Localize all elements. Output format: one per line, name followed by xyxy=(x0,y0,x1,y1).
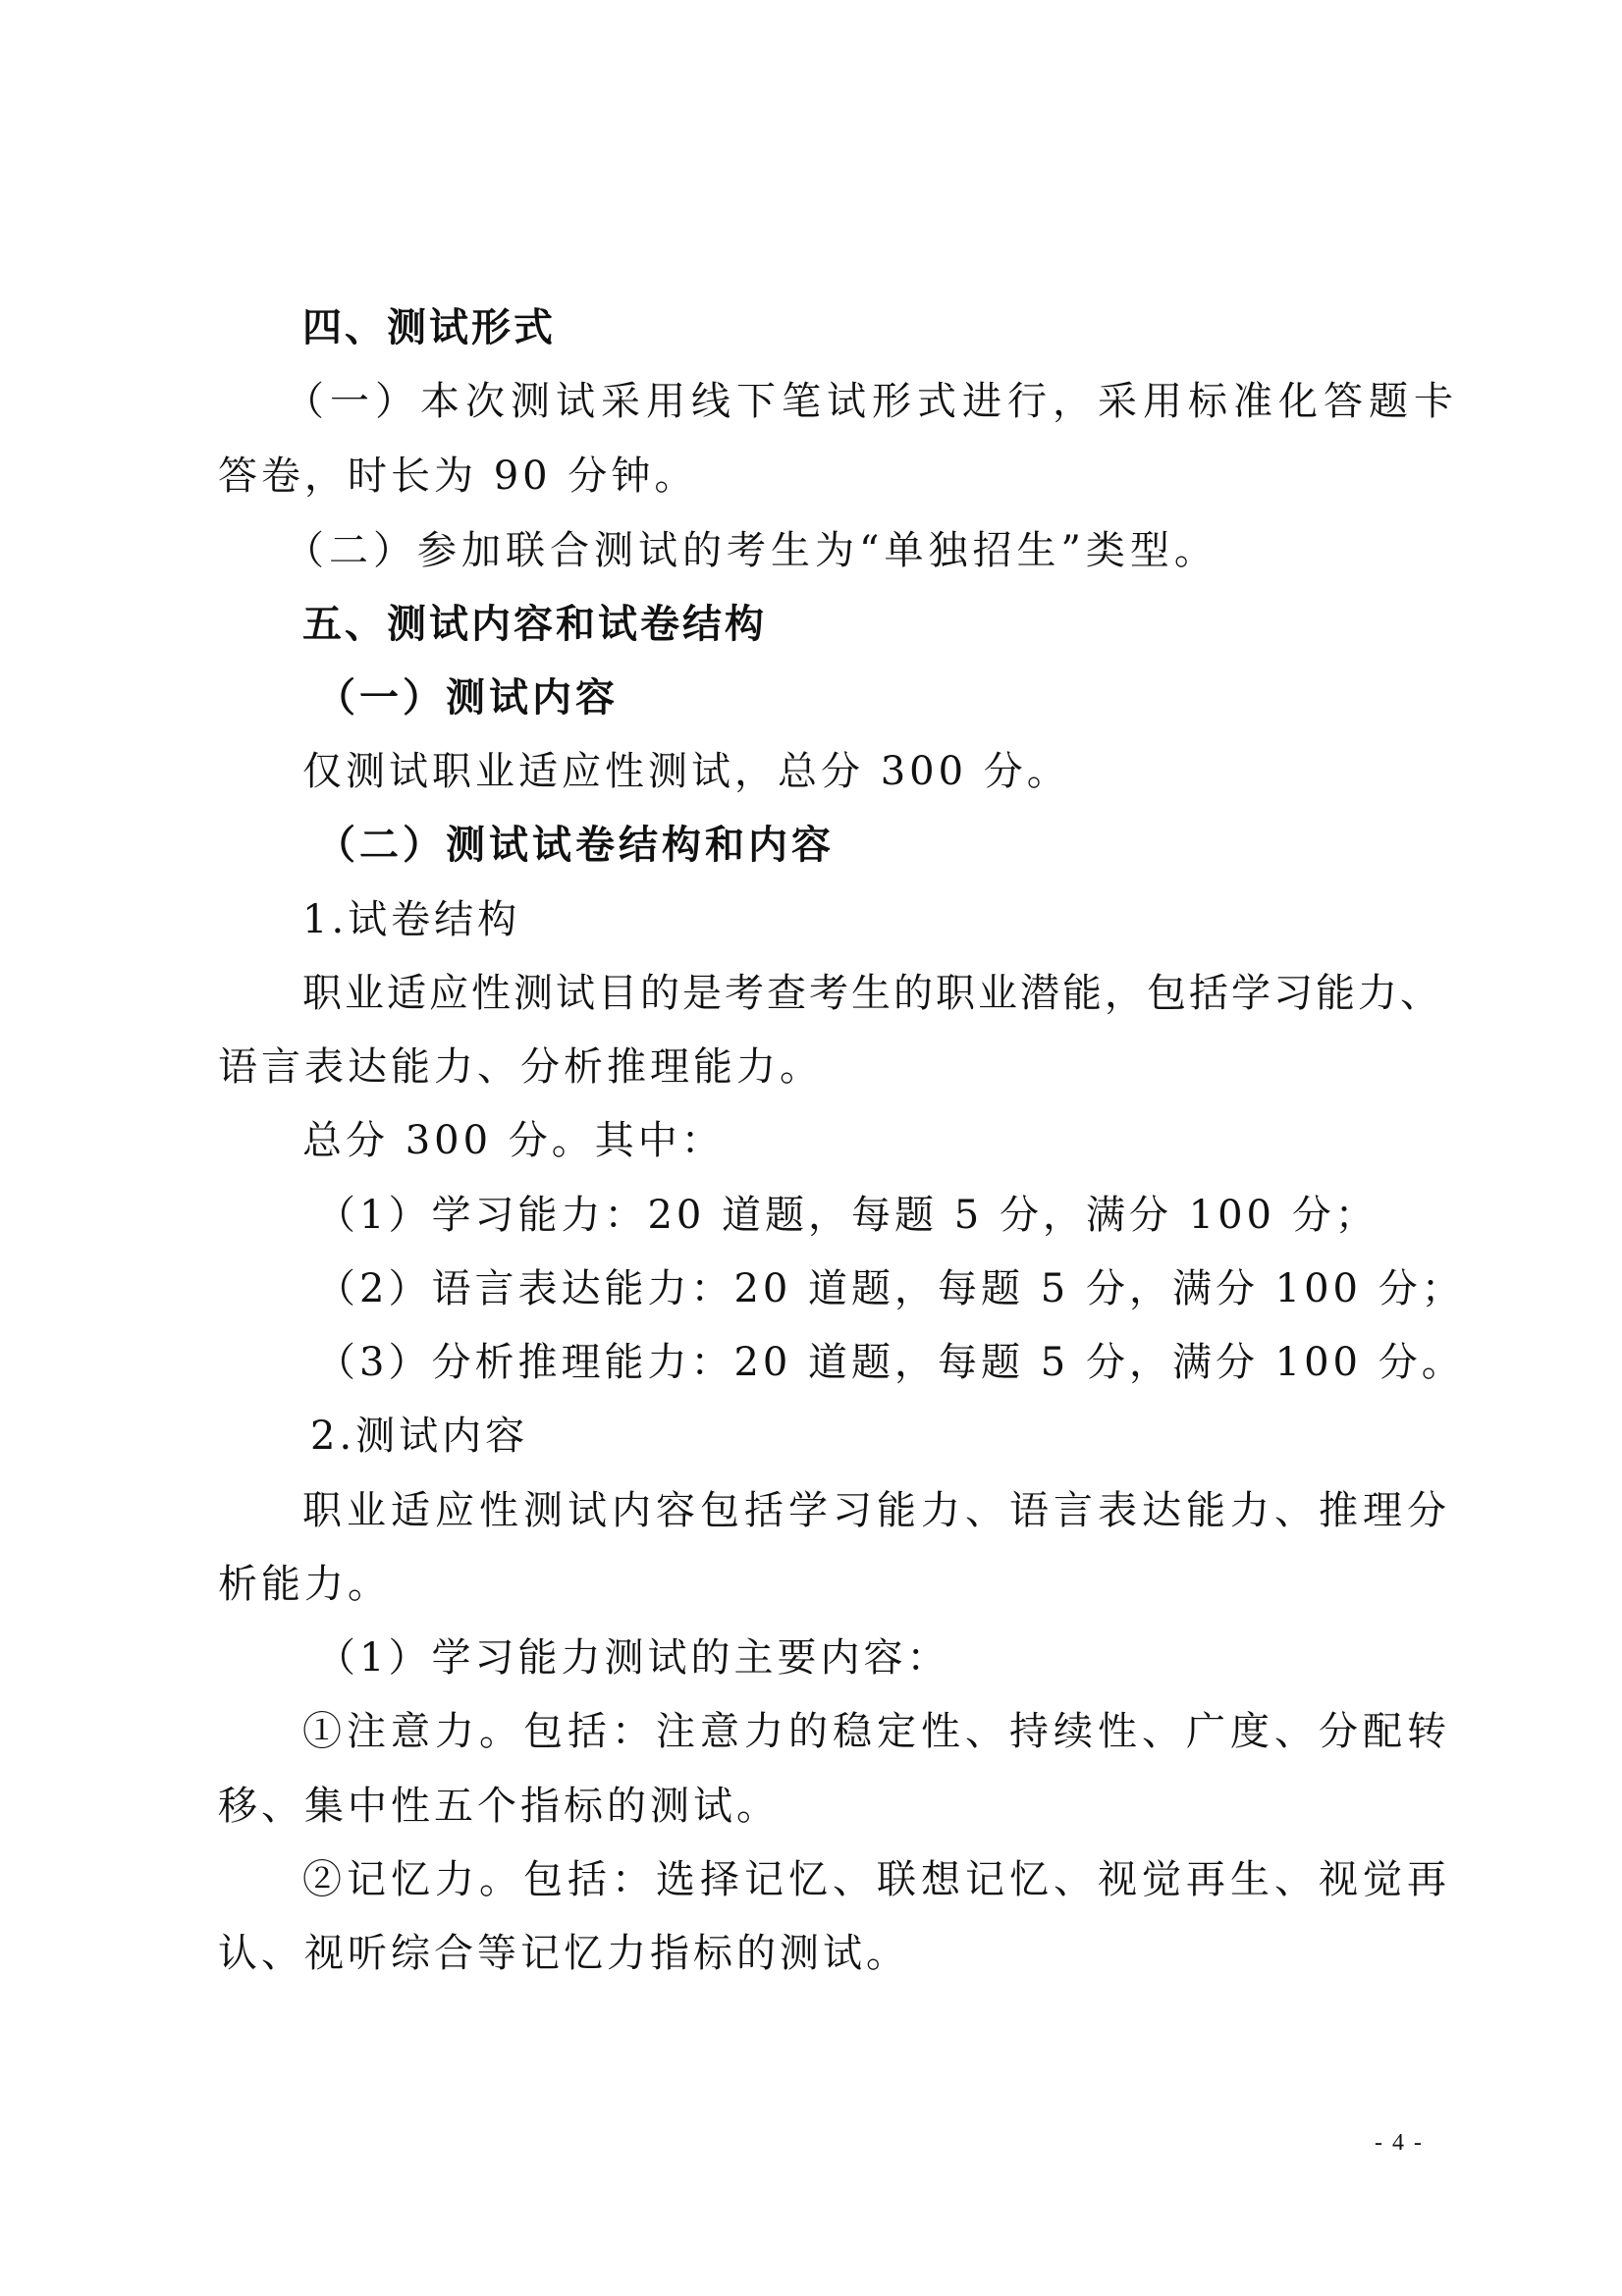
structure-paragraph-line-1: 职业适应性测试目的是考查考生的职业潜能，包括学习能力、 xyxy=(302,971,1442,1016)
section-5-sub-1-text: 仅测试职业适应性测试，总分 300 分。 xyxy=(302,749,1070,794)
structure-heading: 1.试卷结构 xyxy=(302,897,521,942)
section-5-sub-2-heading: （二）测试试卷结构和内容 xyxy=(316,822,835,868)
section-5-sub-1-heading: （一）测试内容 xyxy=(316,674,619,721)
section-4-item-1-line-1: （一）本次测试采用线下笔试形式进行，采用标准化答题卡 xyxy=(285,379,1459,424)
section-4-heading: 四、测试形式 xyxy=(302,305,556,350)
structure-total: 总分 300 分。其中： xyxy=(302,1118,725,1163)
memory-line-1: ②记忆力。包括：选择记忆、联想记忆、视觉再生、视觉再 xyxy=(302,1857,1451,1902)
content-sub-heading: （1）学习能力测试的主要内容： xyxy=(316,1635,950,1681)
attention-line-1: ①注意力。包括：注意力的稳定性、持续性、广度、分配转 xyxy=(302,1709,1451,1754)
section-4-item-1-line-2: 答卷，时长为 90 分钟。 xyxy=(218,454,698,499)
page-number: - 4 - xyxy=(1375,2130,1424,2156)
content-paragraph-line-1: 职业适应性测试内容包括学习能力、语言表达能力、推理分 xyxy=(302,1488,1451,1533)
content-paragraph-line-2: 析能力。 xyxy=(218,1562,391,1607)
structure-paragraph-line-2: 语言表达能力、分析推理能力。 xyxy=(218,1044,823,1090)
structure-item-2: （2）语言表达能力：20 道题，每题 5 分，满分 100 分； xyxy=(316,1266,1465,1311)
structure-item-1: （1）学习能力：20 道题，每题 5 分，满分 100 分； xyxy=(316,1193,1379,1238)
memory-line-2: 认、视听综合等记忆力指标的测试。 xyxy=(218,1931,909,1976)
structure-item-3: （3）分析推理能力：20 道题，每题 5 分，满分 100 分。 xyxy=(316,1340,1465,1385)
content-heading: 2.测试内容 xyxy=(310,1414,529,1459)
section-5-heading: 五、测试内容和试卷结构 xyxy=(302,602,767,647)
attention-line-2: 移、集中性五个指标的测试。 xyxy=(218,1784,780,1829)
section-4-item-2: （二）参加联合测试的考生为“单独招生”类型。 xyxy=(285,528,1218,573)
